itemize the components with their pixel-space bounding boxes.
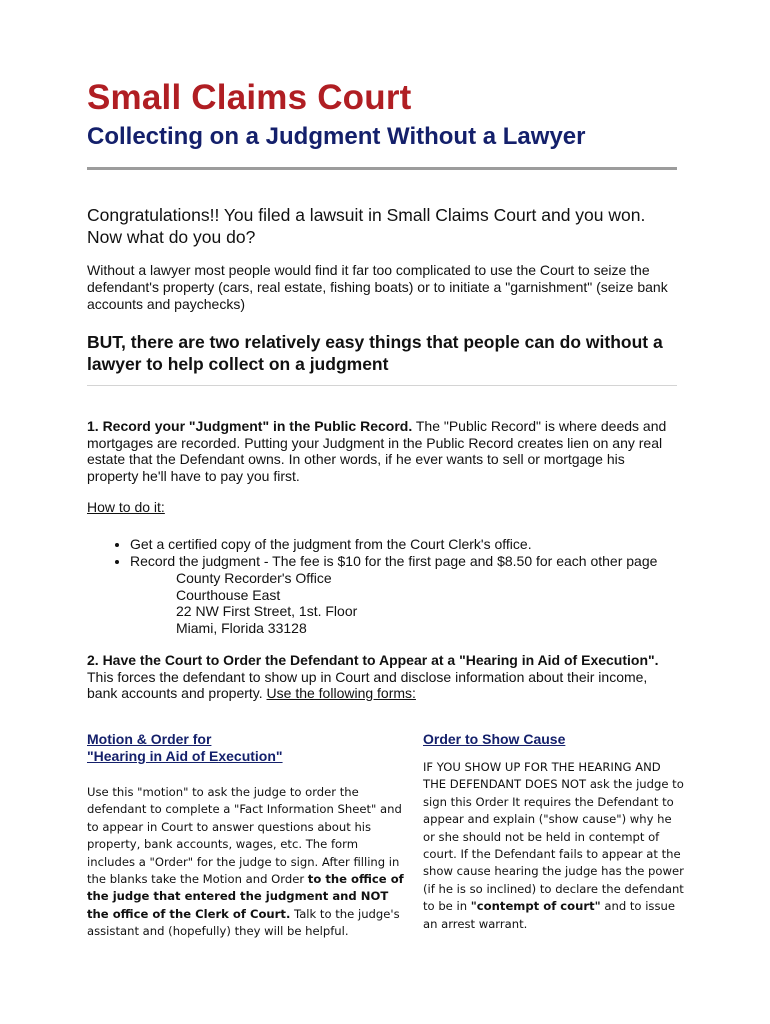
intro-without-lawyer: Without a lawyer most people would find it far too complicated to use the Court to seize the defendant's property (cars, real estate, fishing boats) or to initiate a "garnishment" (seize bank accounts and paychecks): [87, 262, 668, 312]
show-cause-text-1: IF YOU SHOW UP FOR THE HEARING AND THE DEFENDANT DOES NOT ask the judge to sign this Order It requires the Defendant to appear and explain ("show cause") why he or she should not be held in contempt of court. If the Defendant fails to appear at the show cause hearing the judge has the power (if he is so inclined) to declare the defendant to be in: [423, 760, 684, 914]
motion-link-line-1: Motion & Order for: [87, 731, 212, 747]
motion-column: [87, 731, 407, 941]
show-cause-text-bold: "contempt of court": [470, 899, 601, 914]
motion-link-line-2: "Hearing in Aid of Execution": [87, 748, 283, 764]
list-item: • Get a certified copy of the judgment from the Court Clerk's office.: [130, 536, 677, 553]
show-cause-text-2: and to issue an arrest warrant.: [423, 899, 675, 931]
section-1-body: The "Public Record" is where deeds and mortgages are recorded. Putting your Judgment in the Public Record creates lien on any real estate that the Defendant owns. In other words, if he ever wants to sell or mortgage his property he'll have to pay you first.: [87, 418, 667, 484]
section-record-judgment: [87, 418, 677, 484]
motion-text-2: Talk to the judge's assistant and (hopefully) they will be helpful.: [87, 906, 400, 939]
show-cause-link[interactable]: Order to Show Cause: [423, 731, 566, 747]
section-2-body: This forces the defendant to show up in Court and disclose information about their income, bank accounts and property.: [87, 668, 648, 701]
intro-congratulations: Congratulations!! You filed a lawsuit in Small Claims Court and you won. Now what do you do?: [87, 205, 646, 247]
document-page: [87, 78, 677, 702]
motion-text-bold: to the office of the judge that entered the judgment and NOT the office of the Clerk of Court.: [87, 872, 404, 921]
forms-link[interactable]: Use the following forms:: [266, 685, 416, 701]
how-to-label: How to do it:: [87, 499, 165, 515]
show-cause-column: [423, 731, 685, 933]
page-subtitle: Collecting on a Judgment Without a Lawyer: [87, 123, 586, 150]
address-line: 22 NW First Street, 1st. Floor: [176, 603, 358, 619]
address-line: Miami, Florida 33128: [176, 619, 307, 636]
list-item: • Record the judgment - The fee is $10 for the first page and $8.50 for each other page: [130, 553, 677, 570]
section-hearing-in-aid: [87, 652, 677, 702]
motion-description: [87, 784, 407, 941]
address-line: Courthouse East: [176, 586, 281, 603]
two-things-heading: BUT, there are two relatively easy things that people can do without a lawyer to help collect on a judgment: [87, 332, 663, 374]
motion-text-1: Use this "motion" to ask the judge to order the defendant to complete a "Fact Information Sheet" and to appear in Court to answer questions about his property, bank accounts, wages, etc. The form includes a "Order" for the judge to sign. After filling in the blanks take the Motion and Order: [87, 785, 402, 887]
recorder-address: [176, 570, 677, 636]
show-cause-description: [423, 759, 685, 933]
header-divider: [87, 167, 677, 170]
section-2-heading: 2. Have the Court to Order the Defendant to Appear at a "Hearing in Aid of Execution".: [87, 652, 659, 668]
motion-order-link[interactable]: [87, 731, 283, 765]
page-title: Small Claims Court: [87, 78, 412, 117]
section-1-heading: 1. Record your "Judgment" in the Public Record.: [87, 418, 413, 434]
section-divider: [87, 385, 677, 386]
address-line: County Recorder's Office: [176, 570, 332, 586]
steps-list: [87, 536, 677, 570]
